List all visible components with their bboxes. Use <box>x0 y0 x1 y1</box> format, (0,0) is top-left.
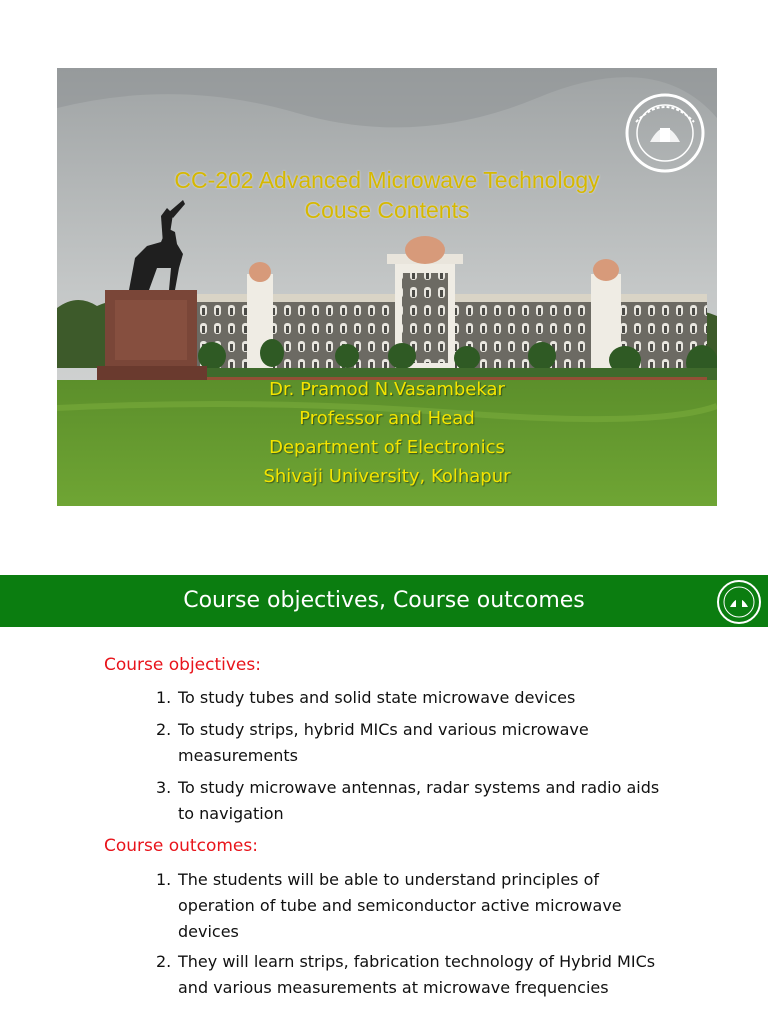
item-number: 1. <box>156 688 172 707</box>
item-text: To study strips, hybrid MICs and various microwave measurements <box>178 720 589 765</box>
item-number: 2. <box>156 952 172 971</box>
author-name: Dr. Pramod N.Vasambekar <box>269 379 505 400</box>
slide-title: CC-202 Advanced Microwave Technology <box>174 167 600 193</box>
university-seal-logo <box>624 92 706 174</box>
author-university: Shivaji University, Kolhapur <box>263 466 511 487</box>
slide-header-bar <box>0 575 768 627</box>
item-number: 2. <box>156 720 172 739</box>
title-slide <box>57 68 717 506</box>
item-number: 3. <box>156 778 172 797</box>
outcomes-heading: Course outcomes: <box>104 836 258 856</box>
item-text: To study tubes and solid state microwave devices <box>178 688 576 707</box>
slide-header-title: Course objectives, Course outcomes <box>183 588 585 613</box>
author-department: Department of Electronics <box>269 437 505 458</box>
item-text: To study microwave antennas, radar systems and radio aids to navigation <box>178 778 660 823</box>
item-text: The students will be able to understand principles of operation of tube and semiconductor active microwave devices <box>178 870 622 941</box>
slide-body <box>0 627 768 1024</box>
item-number: 1. <box>156 870 172 889</box>
item-text: They will learn strips, fabrication technology of Hybrid MICs and various measurements at microwave frequencies <box>178 952 656 997</box>
university-seal-logo <box>716 579 762 625</box>
author-position: Professor and Head <box>299 408 475 429</box>
objectives-heading: Course objectives: <box>104 655 261 675</box>
slide-subtitle: Couse Contents <box>304 197 470 223</box>
